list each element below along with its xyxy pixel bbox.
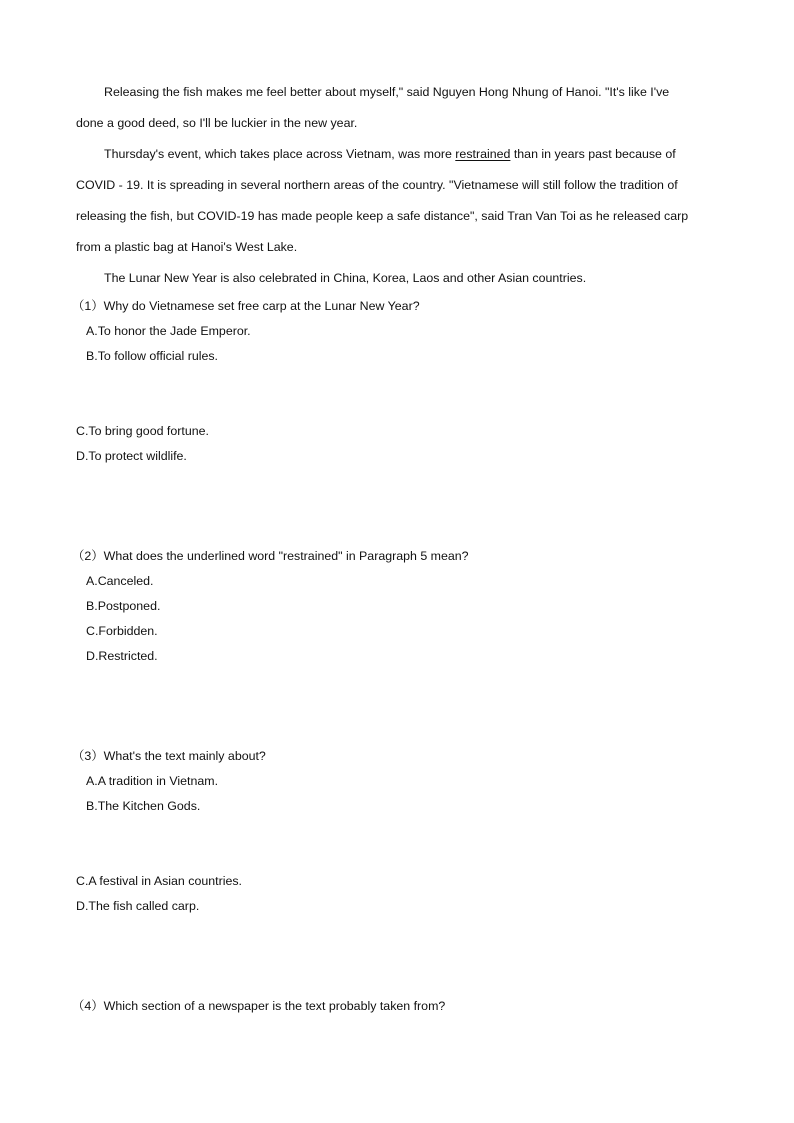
- passage-p2-line4: from a plastic bag at Hanoi's West Lake.: [76, 240, 298, 254]
- question-3-label: （3）What's the text mainly about?: [72, 749, 266, 763]
- question-3-option-c: C.A festival in Asian countries.: [76, 874, 242, 888]
- question-4-label: （4）Which section of a newspaper is the text probably taken from?: [72, 999, 446, 1013]
- passage-p1-line2: done a good deed, so I'll be luckier in the new year.: [76, 116, 358, 130]
- question-3-option-d: D.The fish called carp.: [76, 899, 200, 913]
- passage-p3-line1: The Lunar New Year is also celebrated in China, Korea, Laos and other Asian countries.: [104, 271, 587, 285]
- question-2-option-c: C.Forbidden.: [86, 624, 158, 638]
- passage-p2-line1: [104, 146, 676, 162]
- question-1-option-d: D.To protect wildlife.: [76, 449, 187, 463]
- question-1-option-a: A.To honor the Jade Emperor.: [86, 324, 251, 338]
- passage-p2-line2: COVID - 19. It is spreading in several northern areas of the country. "Vietnamese will still follow the tradition of: [76, 178, 678, 192]
- passage-p2-line1-after: than in years past because of: [510, 147, 676, 161]
- underlined-word: restrained: [455, 147, 511, 161]
- question-3-option-b: B.The Kitchen Gods.: [86, 799, 201, 813]
- question-1-option-b: B.To follow official rules.: [86, 349, 218, 363]
- question-2-option-d: D.Restricted.: [86, 649, 158, 663]
- passage-p2-line3: releasing the fish, but COVID-19 has made people keep a safe distance", said Tran Van Toi as he released carp: [76, 209, 689, 223]
- question-1-option-c: C.To bring good fortune.: [76, 424, 209, 438]
- question-2-option-b: B.Postponed.: [86, 599, 161, 613]
- question-2-label: （2）What does the underlined word "restrained" in Paragraph 5 mean?: [72, 549, 469, 563]
- question-1-label: （1）Why do Vietnamese set free carp at the Lunar New Year?: [72, 299, 420, 313]
- question-2-option-a: A.Canceled.: [86, 574, 154, 588]
- question-3-option-a: A.A tradition in Vietnam.: [86, 774, 219, 788]
- passage-p1-line1: Releasing the fish makes me feel better about myself," said Nguyen Hong Nhung of Hanoi. "It's like I've: [104, 85, 670, 99]
- passage-p2-line1-before: Thursday's event, which takes place across Vietnam, was more: [104, 147, 456, 161]
